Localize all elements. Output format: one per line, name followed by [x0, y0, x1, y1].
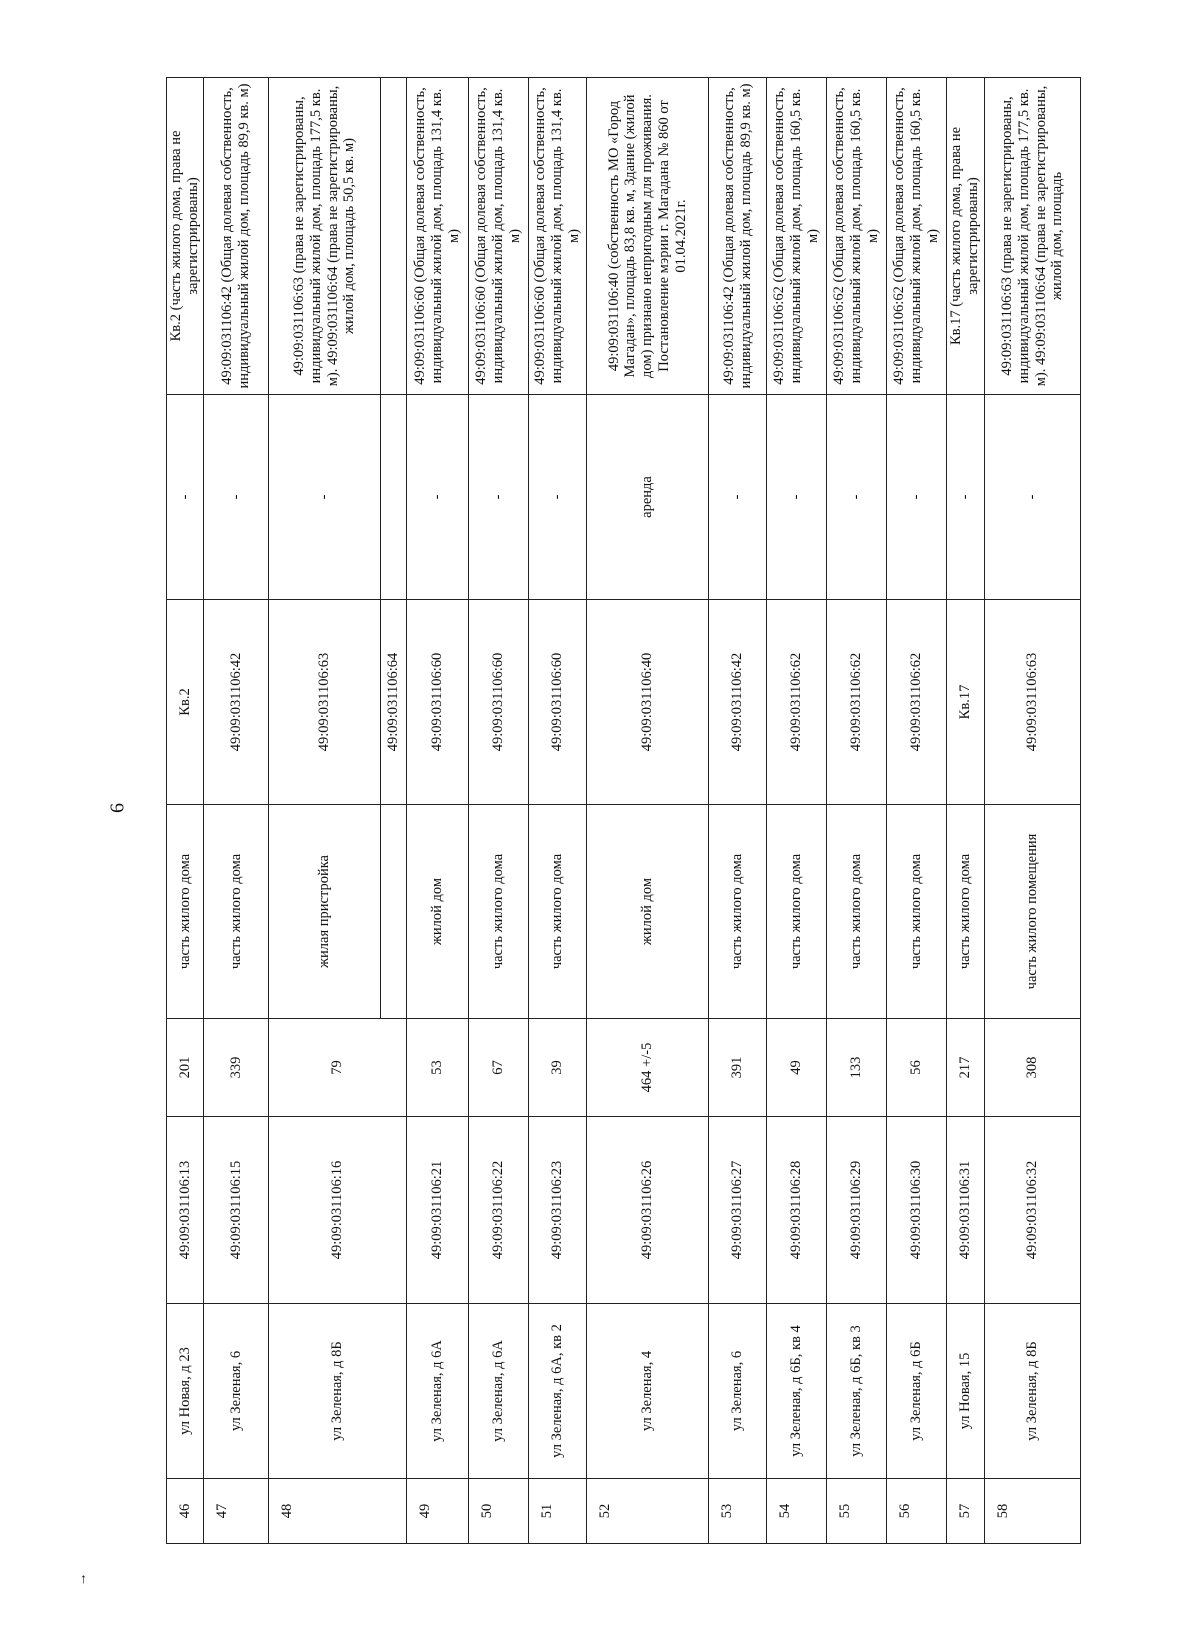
object-cell: 49:09:031106:40: [587, 600, 709, 805]
note-cell: 49:09:031106:63 (права не зарегистрированы, индивидуальный жилой дом, площадь 177,5 кв. м). 49:09:031106:64 (права не зарегистрированы, жилой дом, площадь: [985, 78, 1081, 395]
area-cell: 53: [407, 1019, 469, 1117]
row-number: 55: [827, 1479, 887, 1544]
address-cell: ул Зеленая, 6: [709, 1304, 767, 1479]
right-type-cell: -: [167, 395, 204, 600]
row-number: 58: [985, 1479, 1081, 1544]
note-cell: 49:09:031106:63 (права не зарегистрированы, индивидуальный жилой дом, площадь 177,5 кв. м). 49:09:031106:64 (права не зарегистрированы, жилой дом, площадь 50,5 кв. м): [269, 78, 381, 395]
note-cell: Кв.17 (часть жилого дома, права не зарегистрированы): [947, 78, 985, 395]
area-cell: 464 +/-5: [587, 1019, 709, 1117]
table-row: [469, 78, 529, 1544]
object-cell: 49:09:031106:60: [529, 600, 587, 805]
note-cell: 49:09:031106:60 (Общая долевая собственность, индивидуальный жилой дом, площадь 131,4 кв. м): [469, 78, 529, 395]
area-cell: 49: [767, 1019, 827, 1117]
cadastral-number-cell: 49:09:031106:21: [407, 1117, 469, 1304]
address-cell: ул Зеленая, 6: [204, 1304, 269, 1479]
object-type-cell: часть жилого помещения: [985, 805, 1081, 1019]
object-cell: 49:09:031106:42: [204, 600, 269, 805]
row-number: 51: [529, 1479, 587, 1544]
table-row: [407, 78, 469, 1544]
cadastral-number-cell: 49:09:031106:22: [469, 1117, 529, 1304]
area-cell: 339: [204, 1019, 269, 1117]
object-type-cell: часть жилого дома: [529, 805, 587, 1019]
object-type-cell: часть жилого дома: [947, 805, 985, 1019]
table-row: [767, 78, 827, 1544]
row-number: 48: [269, 1479, 407, 1544]
area-cell: 391: [709, 1019, 767, 1117]
cadastral-number-cell: 49:09:031106:30: [887, 1117, 947, 1304]
table-row: [827, 78, 887, 1544]
table-row: [204, 78, 269, 1544]
cadastral-number-cell: 49:09:031106:32: [985, 1117, 1081, 1304]
area-cell: 79: [269, 1019, 407, 1117]
area-cell: 217: [947, 1019, 985, 1117]
right-type-cell: -: [529, 395, 587, 600]
rotated-table-container: [166, 78, 1092, 1544]
cadastral-number-cell: 49:09:031106:23: [529, 1117, 587, 1304]
object-type-cell: часть жилого дома: [167, 805, 204, 1019]
object-type-cell: часть жилого дома: [827, 805, 887, 1019]
address-cell: ул Зеленая, д 8Б: [269, 1304, 407, 1479]
note-cell: [381, 78, 407, 395]
right-type-cell: аренда: [587, 395, 709, 600]
note-cell: 49:09:031106:62 (Общая долевая собственность, индивидуальный жилой дом, площадь 160,5 кв. м): [767, 78, 827, 395]
right-type-cell: -: [204, 395, 269, 600]
land-plots-table: [166, 77, 1081, 1544]
area-cell: 39: [529, 1019, 587, 1117]
right-type-cell: -: [947, 395, 985, 600]
row-number: 53: [709, 1479, 767, 1544]
note-cell: 49:09:031106:42 (Общая долевая собственность, индивидуальный жилой дом, площадь 89,9 кв. м): [709, 78, 767, 395]
row-number: 46: [167, 1479, 204, 1544]
row-number: 47: [204, 1479, 269, 1544]
object-cell: Кв.17: [947, 600, 985, 805]
object-cell: 49:09:031106:62: [767, 600, 827, 805]
table-row: [947, 78, 985, 1544]
object-cell: 49:09:031106:62: [887, 600, 947, 805]
table-row: [587, 78, 709, 1544]
note-cell: 49:09:031106:40 (собственность МО «Город Магадан», площадь 83,8 кв. м, Здание (жилой дом) признано непригодным для проживания. Постановление мэрии г. Магадана № 860 от 01.04.2021г.: [587, 78, 709, 395]
address-cell: ул Зеленая, д 6А: [469, 1304, 529, 1479]
address-cell: ул Зеленая, д 6А: [407, 1304, 469, 1479]
row-number: 54: [767, 1479, 827, 1544]
table-row: [985, 78, 1081, 1544]
object-type-cell: часть жилого дома: [204, 805, 269, 1019]
right-type-cell: -: [469, 395, 529, 600]
table-row: [709, 78, 767, 1544]
area-cell: 67: [469, 1019, 529, 1117]
cadastral-number-cell: 49:09:031106:28: [767, 1117, 827, 1304]
note-cell: 49:09:031106:62 (Общая долевая собственность, индивидуальный жилой дом, площадь 160,5 кв. м): [887, 78, 947, 395]
right-type-cell: -: [887, 395, 947, 600]
address-cell: ул Зеленая, д 6Б, кв 3: [827, 1304, 887, 1479]
object-cell: 49:09:031106:63: [269, 600, 381, 805]
margin-mark: ↑: [80, 1572, 87, 1587]
note-cell: 49:09:031106:60 (Общая долевая собственность, индивидуальный жилой дом, площадь 131,4 кв. м): [529, 78, 587, 395]
row-number: 50: [469, 1479, 529, 1544]
cadastral-number-cell: 49:09:031106:15: [204, 1117, 269, 1304]
object-type-cell: [381, 805, 407, 1019]
object-type-cell: часть жилого дома: [887, 805, 947, 1019]
right-type-cell: -: [709, 395, 767, 600]
note-cell: Кв.2 (часть жилого дома, права не зарегистрированы): [167, 78, 204, 395]
page-number: 6: [106, 803, 129, 813]
address-cell: ул Зеленая, 4: [587, 1304, 709, 1479]
object-cell: 49:09:031106:63: [985, 600, 1081, 805]
table-row: [887, 78, 947, 1544]
object-cell: 49:09:031106:60: [469, 600, 529, 805]
cadastral-number-cell: 49:09:031106:31: [947, 1117, 985, 1304]
object-cell: 49:09:031106:64: [381, 600, 407, 805]
object-type-cell: часть жилого дома: [469, 805, 529, 1019]
cadastral-number-cell: 49:09:031106:26: [587, 1117, 709, 1304]
row-number: 49: [407, 1479, 469, 1544]
right-type-cell: -: [767, 395, 827, 600]
note-cell: 49:09:031106:42 (Общая долевая собственность, индивидуальный жилой дом, площадь 89,9 кв. м): [204, 78, 269, 395]
note-cell: 49:09:031106:62 (Общая долевая собственность, индивидуальный жилой дом, площадь 160,5 кв. м): [827, 78, 887, 395]
address-cell: ул Зеленая, д 6А, кв 2: [529, 1304, 587, 1479]
cadastral-number-cell: 49:09:031106:27: [709, 1117, 767, 1304]
table-row: [167, 78, 204, 1544]
row-number: 52: [587, 1479, 709, 1544]
table-row: [269, 78, 381, 1544]
table-row: [529, 78, 587, 1544]
address-cell: ул Зеленая, д 6Б, кв 4: [767, 1304, 827, 1479]
row-number: 57: [947, 1479, 985, 1544]
cadastral-number-cell: 49:09:031106:29: [827, 1117, 887, 1304]
address-cell: ул Новая, д 23: [167, 1304, 204, 1479]
object-type-cell: жилая пристройка: [269, 805, 381, 1019]
object-cell: 49:09:031106:62: [827, 600, 887, 805]
area-cell: 56: [887, 1019, 947, 1117]
object-type-cell: жилой дом: [587, 805, 709, 1019]
right-type-cell: -: [827, 395, 887, 600]
note-cell: 49:09:031106:60 (Общая долевая собственность, индивидуальный жилой дом, площадь 131,4 кв. м): [407, 78, 469, 395]
cadastral-number-cell: 49:09:031106:16: [269, 1117, 407, 1304]
right-type-cell: -: [407, 395, 469, 600]
area-cell: 133: [827, 1019, 887, 1117]
object-type-cell: жилой дом: [407, 805, 469, 1019]
object-cell: 49:09:031106:42: [709, 600, 767, 805]
area-cell: 308: [985, 1019, 1081, 1117]
row-number: 56: [887, 1479, 947, 1544]
right-type-cell: [381, 395, 407, 600]
address-cell: ул Зеленая, д 8Б: [985, 1304, 1081, 1479]
address-cell: ул Новая, 15: [947, 1304, 985, 1479]
right-type-cell: -: [269, 395, 381, 600]
object-type-cell: часть жилого дома: [709, 805, 767, 1019]
object-cell: Кв.2: [167, 600, 204, 805]
address-cell: ул Зеленая, д 6Б: [887, 1304, 947, 1479]
right-type-cell: -: [985, 395, 1081, 600]
object-type-cell: часть жилого дома: [767, 805, 827, 1019]
object-cell: 49:09:031106:60: [407, 600, 469, 805]
cadastral-number-cell: 49:09:031106:13: [167, 1117, 204, 1304]
area-cell: 201: [167, 1019, 204, 1117]
